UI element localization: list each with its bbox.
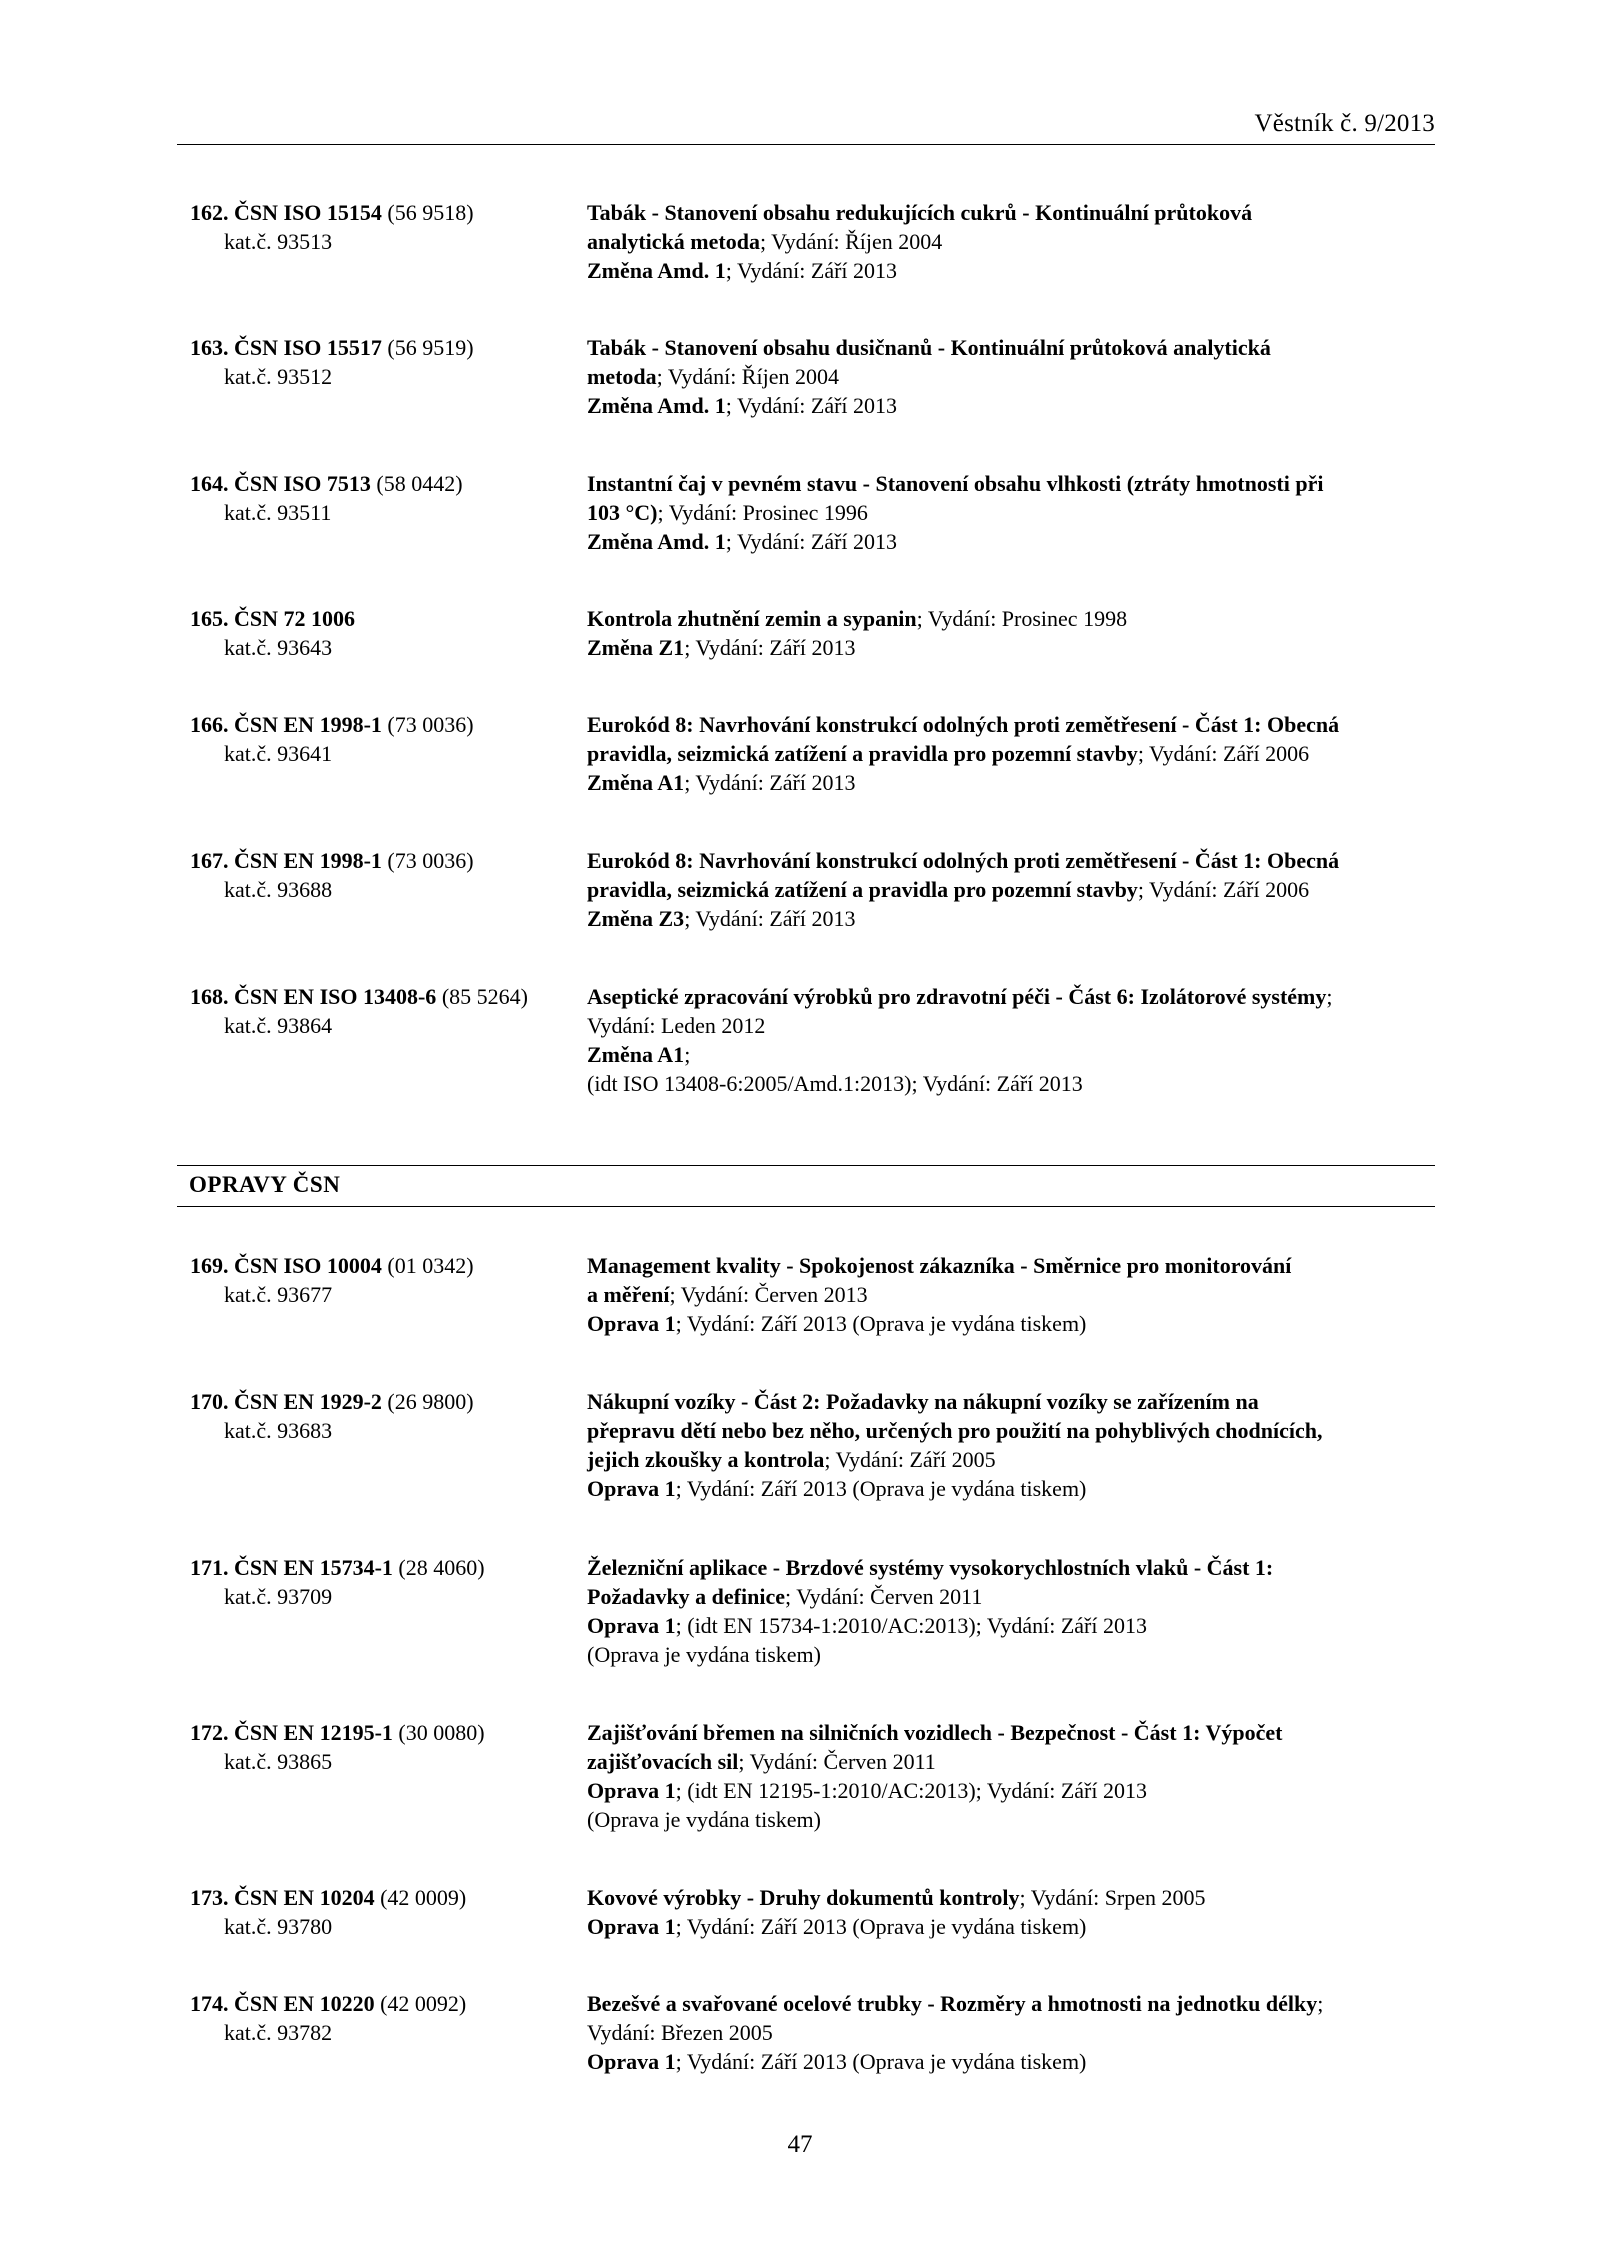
description-line <box>587 2018 1457 2047</box>
classification-code: (42 0009) <box>380 1885 467 1910</box>
description-bold: Oprava 1 <box>587 1778 676 1803</box>
description-bold: Oprava 1 <box>587 2049 676 2074</box>
entry-description <box>587 469 1457 556</box>
entry-number: 165. <box>190 606 229 631</box>
description-line <box>587 333 1457 362</box>
classification-code: (42 0092) <box>380 1991 467 2016</box>
entry-identifier <box>190 1553 590 1611</box>
description-line <box>587 1805 1457 1834</box>
description-line <box>587 1280 1457 1309</box>
description-regular: ; Vydání: Červen 2011 <box>785 1584 983 1609</box>
description-bold: Požadavky a definice <box>587 1584 785 1609</box>
standard-code: ČSN EN 1929-2 <box>234 1389 382 1414</box>
classification-code: (73 0036) <box>387 712 474 737</box>
description-bold: přepravu dětí nebo bez něho, určených pro použití na pohyblivých chodnících, <box>587 1418 1323 1443</box>
catalog-number: kat.č. 93641 <box>224 741 333 766</box>
entry-number: 162. <box>190 200 229 225</box>
description-bold: Změna Amd. 1 <box>587 258 726 283</box>
description-regular: ; <box>684 1042 691 1067</box>
entry-description <box>587 1251 1457 1338</box>
description-bold: pravidla, seizmická zatížení a pravidla pro pozemní stavby <box>587 877 1138 902</box>
entry-description <box>587 1387 1457 1503</box>
catalog-number: kat.č. 93780 <box>224 1914 333 1939</box>
entry-number: 171. <box>190 1555 229 1580</box>
entry-number: 166. <box>190 712 229 737</box>
section-heading <box>177 1165 1435 1207</box>
description-line <box>587 527 1457 556</box>
description-bold: Změna Z3 <box>587 906 685 931</box>
classification-code: (73 0036) <box>387 848 474 873</box>
description-regular: ; Vydání: Srpen 2005 <box>1019 1885 1206 1910</box>
description-line <box>587 469 1457 498</box>
description-bold: Aseptické zpracování výrobků pro zdravotní péči - Část 6: Izolátorové systémy <box>587 984 1327 1009</box>
entry-description <box>587 1883 1457 1941</box>
description-line <box>587 1069 1457 1098</box>
description-regular: ; Vydání: Červen 2011 <box>738 1749 936 1774</box>
entry-description <box>587 1718 1457 1834</box>
catalog-number: kat.č. 93782 <box>224 2020 333 2045</box>
catalog-number: kat.č. 93677 <box>224 1282 333 1307</box>
description-bold: Změna A1 <box>587 1042 685 1067</box>
catalog-number: kat.č. 93865 <box>224 1749 333 1774</box>
description-line <box>587 391 1457 420</box>
description-line <box>587 1445 1457 1474</box>
description-regular: ; Vydání: Září 2013 <box>725 529 898 554</box>
entry-identifier <box>190 1989 590 2047</box>
description-bold: Kovové výrobky - Druhy dokumentů kontroly <box>587 1885 1020 1910</box>
standard-code: ČSN ISO 15517 <box>234 335 382 360</box>
entry-number: 173. <box>190 1885 229 1910</box>
description-regular: ; <box>1317 1991 1324 2016</box>
description-line <box>587 633 1457 662</box>
classification-code: (30 0080) <box>398 1720 485 1745</box>
standard-code: ČSN EN 1998-1 <box>234 712 382 737</box>
description-bold: analytická metoda <box>587 229 760 254</box>
description-regular: ; Vydání: Září 2013 <box>684 635 856 660</box>
description-line <box>587 1776 1457 1805</box>
description-regular: ; (idt EN 15734-1:2010/AC:2013); Vydání: Září 2013 <box>675 1613 1147 1638</box>
description-line <box>587 1474 1457 1503</box>
catalog-number: kat.č. 93511 <box>224 500 332 525</box>
description-regular: (idt ISO 13408-6:2005/Amd.1:2013); Vydání: Září 2013 <box>587 1071 1083 1096</box>
entry-description <box>587 333 1457 420</box>
entry-number: 164. <box>190 471 229 496</box>
description-line <box>587 1640 1457 1669</box>
classification-code: (85 5264) <box>441 984 528 1009</box>
description-line <box>587 1387 1457 1416</box>
description-line <box>587 1011 1457 1040</box>
description-line <box>587 1718 1457 1747</box>
entry-description <box>587 604 1457 662</box>
classification-code: (56 9519) <box>387 335 474 360</box>
entry-number: 163. <box>190 335 229 360</box>
classification-code: (26 9800) <box>387 1389 474 1414</box>
description-regular: Vydání: Leden 2012 <box>587 1013 766 1038</box>
description-line <box>587 739 1457 768</box>
description-line <box>587 875 1457 904</box>
description-regular: ; Vydání: Září 2013 (Oprava je vydána tiskem) <box>675 2049 1087 2074</box>
description-regular: (Oprava je vydána tiskem) <box>587 1807 821 1832</box>
catalog-number: kat.č. 93688 <box>224 877 333 902</box>
description-line <box>587 1912 1457 1941</box>
entry-identifier <box>190 1251 590 1309</box>
catalog-number: kat.č. 93709 <box>224 1584 333 1609</box>
description-line <box>587 1416 1457 1445</box>
description-bold: Oprava 1 <box>587 1613 676 1638</box>
standard-code: ČSN EN 10220 <box>234 1991 375 2016</box>
description-line <box>587 1582 1457 1611</box>
standard-code: ČSN EN 10204 <box>234 1885 375 1910</box>
entry-description <box>587 982 1457 1098</box>
entry-description <box>587 710 1457 797</box>
description-line <box>587 1553 1457 1582</box>
description-regular: ; Vydání: Září 2013 <box>684 770 856 795</box>
description-bold: Změna Z1 <box>587 635 685 660</box>
description-bold: Oprava 1 <box>587 1476 676 1501</box>
description-bold: Nákupní vozíky - Část 2: Požadavky na nákupní vozíky se zařízením na <box>587 1389 1259 1414</box>
description-regular: ; Vydání: Září 2013 (Oprava je vydána tiskem) <box>675 1914 1087 1939</box>
description-regular: ; Vydání: Září 2013 (Oprava je vydána tiskem) <box>675 1311 1087 1336</box>
catalog-number: kat.č. 93512 <box>224 364 333 389</box>
catalog-number: kat.č. 93683 <box>224 1418 333 1443</box>
description-line <box>587 1251 1457 1280</box>
description-regular: ; Vydání: Říjen 2004 <box>759 229 943 254</box>
entry-number: 167. <box>190 848 229 873</box>
description-bold: Bezešvé a svařované ocelové trubky - Rozměry a hmotnosti na jednotku délky <box>587 1991 1318 2016</box>
description-line <box>587 1309 1457 1338</box>
description-line <box>587 498 1457 527</box>
description-line <box>587 1989 1457 2018</box>
description-line <box>587 604 1457 633</box>
description-line <box>587 904 1457 933</box>
description-bold: Management kvality - Spokojenost zákazníka - Směrnice pro monitorování <box>587 1253 1292 1278</box>
description-regular: ; Vydání: Září 2013 <box>684 906 856 931</box>
entry-description <box>587 198 1457 285</box>
description-bold: Eurokód 8: Navrhování konstrukcí odolných proti zemětřesení - Část 1: Obecná <box>587 848 1340 873</box>
entry-number: 174. <box>190 1991 229 2016</box>
description-regular: ; Vydání: Září 2005 <box>824 1447 996 1472</box>
description-line <box>587 362 1457 391</box>
description-line <box>587 846 1457 875</box>
description-bold: Železniční aplikace - Brzdové systémy vysokorychlostních vlaků - Část 1: <box>587 1555 1274 1580</box>
description-line <box>587 1040 1457 1069</box>
page-number: 47 <box>787 2131 813 2158</box>
entry-description <box>587 1553 1457 1669</box>
page-header <box>177 108 1435 145</box>
description-line <box>587 2047 1457 2076</box>
description-bold: Tabák - Stanovení obsahu redukujících cukrů - Kontinuální průtoková <box>587 200 1253 225</box>
description-regular: ; Vydání: Září 2013 <box>725 393 898 418</box>
description-bold: jejich zkoušky a kontrola <box>587 1447 825 1472</box>
description-line <box>587 1611 1457 1640</box>
description-regular: ; (idt EN 12195-1:2010/AC:2013); Vydání: Září 2013 <box>675 1778 1147 1803</box>
description-line <box>587 227 1457 256</box>
description-regular: ; Vydání: Říjen 2004 <box>656 364 839 389</box>
description-bold: Změna Amd. 1 <box>587 393 726 418</box>
entry-identifier <box>190 846 590 904</box>
classification-code: (56 9518) <box>387 200 474 225</box>
description-bold: Tabák - Stanovení obsahu dusičnanů - Kontinuální průtoková analytická <box>587 335 1271 360</box>
description-bold: zajišťovacích sil <box>587 1749 739 1774</box>
description-regular: ; Vydání: Září 2006 <box>1137 877 1310 902</box>
description-regular: ; Vydání: Červen 2013 <box>669 1282 868 1307</box>
standard-code: ČSN EN 1998-1 <box>234 848 382 873</box>
entry-identifier <box>190 1387 590 1445</box>
description-regular: ; Vydání: Září 2006 <box>1137 741 1310 766</box>
entry-number: 169. <box>190 1253 229 1278</box>
standard-code: ČSN EN 15734-1 <box>234 1555 393 1580</box>
entry-identifier <box>190 710 590 768</box>
description-regular: ; Vydání: Prosinec 1998 <box>916 606 1128 631</box>
description-bold: Oprava 1 <box>587 1914 676 1939</box>
entry-identifier <box>190 333 590 391</box>
description-line <box>587 256 1457 285</box>
entry-number: 170. <box>190 1389 229 1414</box>
bulletin-title: Věstník č. 9/2013 <box>1254 110 1435 137</box>
description-bold: Kontrola zhutnění zemin a sypanin <box>587 606 917 631</box>
entry-identifier <box>190 198 590 256</box>
description-bold: 103 °C) <box>587 500 658 525</box>
classification-code: (58 0442) <box>376 471 463 496</box>
entry-identifier <box>190 604 590 662</box>
description-line <box>587 1747 1457 1776</box>
description-bold: Oprava 1 <box>587 1311 676 1336</box>
entry-number: 172. <box>190 1720 229 1745</box>
description-bold: Změna A1 <box>587 770 685 795</box>
description-bold: Eurokód 8: Navrhování konstrukcí odolných proti zemětřesení - Část 1: Obecná <box>587 712 1340 737</box>
standard-code: ČSN ISO 15154 <box>234 200 382 225</box>
description-bold: a měření <box>587 1282 670 1307</box>
catalog-number: kat.č. 93643 <box>224 635 333 660</box>
description-regular: ; <box>1326 984 1333 1009</box>
catalog-number: kat.č. 93864 <box>224 1013 333 1038</box>
description-line <box>587 768 1457 797</box>
description-bold: Změna Amd. 1 <box>587 529 726 554</box>
description-regular: (Oprava je vydána tiskem) <box>587 1642 821 1667</box>
entry-identifier <box>190 982 590 1040</box>
description-regular: ; Vydání: Září 2013 (Oprava je vydána tiskem) <box>675 1476 1087 1501</box>
description-line <box>587 1883 1457 1912</box>
entry-identifier <box>190 1718 590 1776</box>
entry-identifier <box>190 1883 590 1941</box>
description-bold: pravidla, seizmická zatížení a pravidla pro pozemní stavby <box>587 741 1138 766</box>
entry-identifier <box>190 469 590 527</box>
classification-code: (28 4060) <box>398 1555 485 1580</box>
catalog-number: kat.č. 93513 <box>224 229 333 254</box>
description-regular: Vydání: Březen 2005 <box>587 2020 773 2045</box>
standard-code: ČSN EN ISO 13408-6 <box>234 984 437 1009</box>
entry-description <box>587 1989 1457 2076</box>
description-line <box>587 982 1457 1011</box>
description-line <box>587 198 1457 227</box>
standard-code: ČSN EN 12195-1 <box>234 1720 393 1745</box>
description-line <box>587 710 1457 739</box>
section-title: OPRAVY ČSN <box>189 1172 341 1197</box>
classification-code: (01 0342) <box>387 1253 474 1278</box>
description-regular: ; Vydání: Září 2013 <box>725 258 898 283</box>
description-bold: Zajišťování břemen na silničních vozidlech - Bezpečnost - Část 1: Výpočet <box>587 1720 1283 1745</box>
standard-code: ČSN 72 1006 <box>234 606 356 631</box>
standard-code: ČSN ISO 10004 <box>234 1253 382 1278</box>
entry-number: 168. <box>190 984 229 1009</box>
description-bold: metoda <box>587 364 657 389</box>
entry-description <box>587 846 1457 933</box>
standard-code: ČSN ISO 7513 <box>234 471 371 496</box>
description-regular: ; Vydání: Prosinec 1996 <box>657 500 868 525</box>
description-bold: Instantní čaj v pevném stavu - Stanovení obsahu vlhkosti (ztráty hmotnosti při <box>587 471 1324 496</box>
